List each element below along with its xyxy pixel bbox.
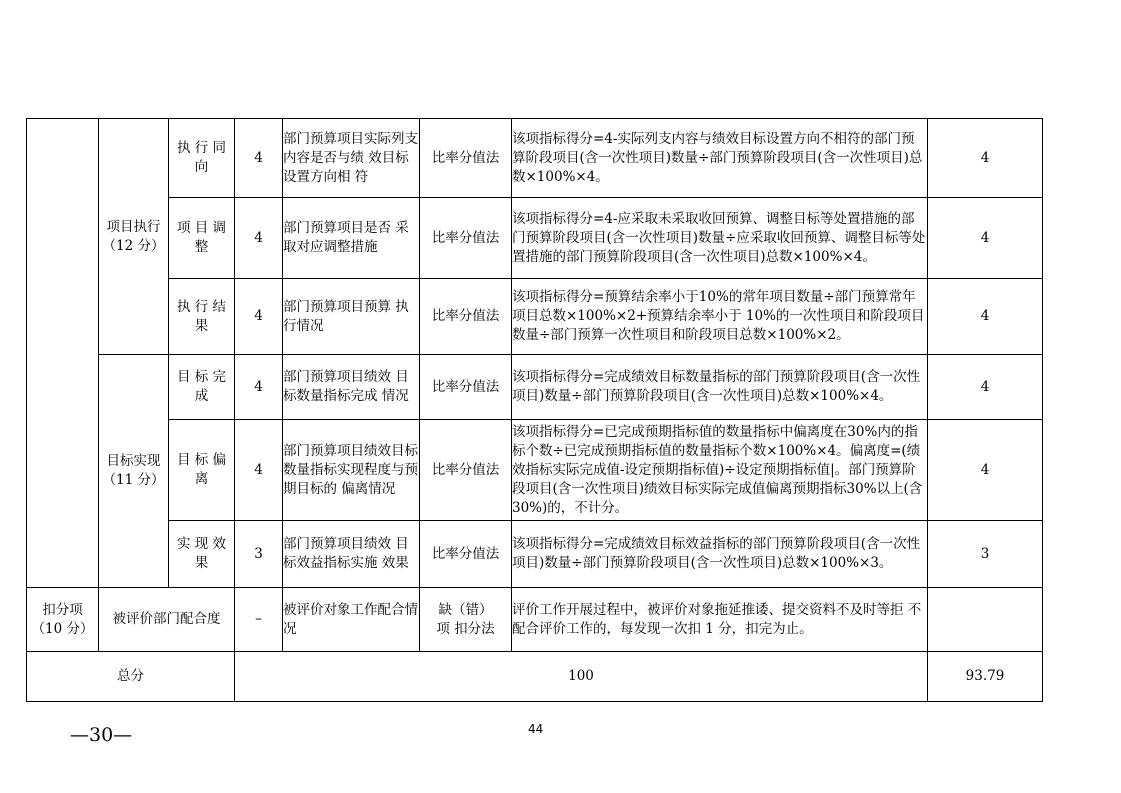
indicator-weight: 4: [235, 119, 283, 198]
scoring-rule: 该项指标得分=完成绩效目标数量指标的部门预算阶段项目(含一次性项目)数量÷部门预算阶段项目(含一次性项目)总数×100%×4。: [512, 355, 928, 420]
page-index: 44: [528, 722, 544, 736]
indicator-content: 部门预算项目是否 采取对应调整措施: [283, 198, 420, 279]
indicator-content: 部门预算项目绩效 目标数量指标完成 情况: [283, 355, 420, 420]
indicator-name: 执 行 结 果: [169, 279, 235, 355]
deduction-weight: –: [235, 588, 283, 652]
total-full-score: 100: [235, 652, 928, 702]
indicator-content: 部门预算项目绩效 目标效益指标实施 效果: [283, 521, 420, 588]
indicator-name: 实 现 效 果: [169, 521, 235, 588]
indicator-name: 目 标 偏 离: [169, 420, 235, 521]
indicator-weight: 4: [235, 355, 283, 420]
indicator-weight: 3: [235, 521, 283, 588]
deduction-rule: 评价工作开展过程中，被评价对象拖延推诿、提交资料不及时等拒 不配合评价工作的，每发现一次扣 1 分，扣完为止。: [512, 588, 928, 652]
indicator-score: 4: [928, 279, 1043, 355]
total-label: 总分: [27, 652, 235, 702]
indicator-content: 部门预算项目预算 执行情况: [283, 279, 420, 355]
deduction-row: [27, 588, 1043, 652]
scoring-rule: 该项指标得分=4-实际列支内容与绩效目标设置方向不相符的部门预算阶段项目(含一次性项目)数量÷部门预算阶段项目(含一次性项目)总数×100%×4。: [512, 119, 928, 198]
deduction-subject: 被评价部门配合度: [99, 588, 235, 652]
indicator-weight: 4: [235, 279, 283, 355]
indicator-content: 部门预算项目实际列支内容是否与绩 效目标设置方向相 符: [283, 119, 420, 198]
group-label-project-execution: 项目执行（12 分）: [99, 119, 169, 355]
table-row: [27, 420, 1043, 521]
table-row: [27, 521, 1043, 588]
indicator-score: 4: [928, 420, 1043, 521]
category-cell-blank: [27, 119, 99, 588]
group-label-deduction: 扣分项（10 分）: [27, 588, 99, 652]
indicator-name: 项 目 调 整: [169, 198, 235, 279]
scoring-rule: 该项指标得分=完成绩效目标效益指标的部门预算阶段项目(含一次性项目)数量÷部门预算阶段项目(含一次性项目)总数×100%×3。: [512, 521, 928, 588]
indicator-weight: 4: [235, 420, 283, 521]
table-row: [27, 279, 1043, 355]
indicator-score: 4: [928, 355, 1043, 420]
scoring-rule: 该项指标得分=预算结余率小于10%的常年项目数量÷部门预算常年项目总数×100%×2+预算结余率小于 10%的一次性项目和阶段项目数量÷部门预算一次性项目和阶段项目总数×100%×2。: [512, 279, 928, 355]
total-row: [27, 652, 1043, 702]
total-score: 93.79: [928, 652, 1043, 702]
indicator-score: 4: [928, 119, 1043, 198]
evaluation-table: [26, 118, 1043, 702]
page-number: —30—: [70, 724, 133, 746]
scoring-method: 比率分值法: [420, 119, 512, 198]
deduction-score: [928, 588, 1043, 652]
scoring-method: 比率分值法: [420, 521, 512, 588]
indicator-score: 4: [928, 198, 1043, 279]
table-row: [27, 198, 1043, 279]
indicator-weight: 4: [235, 198, 283, 279]
indicator-name: 执 行 同 向: [169, 119, 235, 198]
deduction-content: 被评价对象工作配合情况: [283, 588, 420, 652]
scoring-rule: 该项指标得分=已完成预期指标值的数量指标中偏离度在30%内的指标个数÷已完成预期指标值的数量指标个数×100%×4。偏离度=(绩效指标实际完成值-设定预期指标值)÷设定预期指标值|。部门预算阶段项目(含一次性项目)绩效目标实际完成值偏离预期指标30%以上(含 30%)的，不计分。: [512, 420, 928, 521]
scoring-rule: 该项指标得分=4-应采取未采取收回预算、调整目标等处置措施的部门预算阶段项目(含一次性项目)数量÷应采取收回预算、调整目标等处置措施的部门预算阶段项目(含一次性项目)总数×100%×4。: [512, 198, 928, 279]
indicator-score: 3: [928, 521, 1043, 588]
scoring-method: 比率分值法: [420, 420, 512, 521]
deduction-method: 缺（错）项 扣分法: [420, 588, 512, 652]
indicator-content: 部门预算项目绩效目标数量指标实现程度与预期目标的 偏离情况: [283, 420, 420, 521]
group-label-target-achievement: 目标实现（11 分）: [99, 355, 169, 588]
table-row: [27, 119, 1043, 198]
scoring-method: 比率分值法: [420, 355, 512, 420]
table-row: [27, 355, 1043, 420]
scoring-method: 比率分值法: [420, 198, 512, 279]
indicator-name: 目 标 完 成: [169, 355, 235, 420]
scoring-method: 比率分值法: [420, 279, 512, 355]
